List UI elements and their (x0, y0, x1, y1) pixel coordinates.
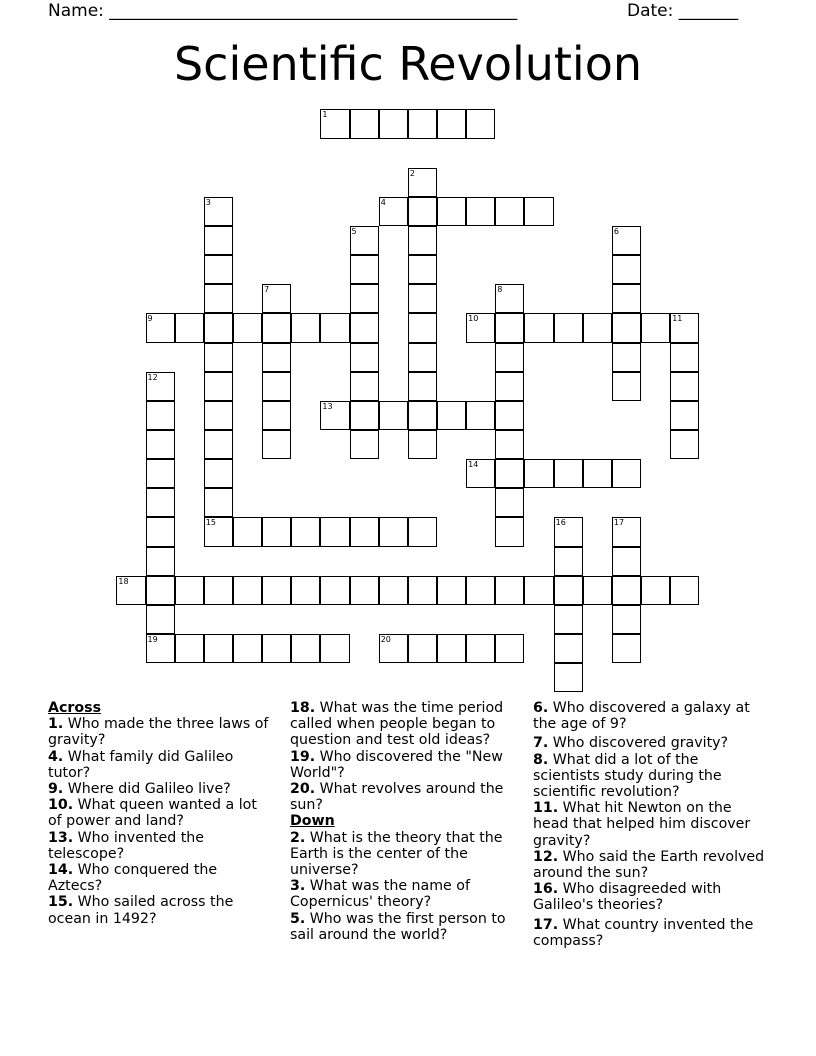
grid-cell[interactable] (583, 459, 612, 488)
grid-cell[interactable] (495, 430, 524, 459)
grid-cell[interactable] (495, 197, 524, 226)
grid-cell[interactable] (612, 343, 641, 372)
grid-cell[interactable] (350, 517, 379, 546)
grid-cell[interactable] (204, 313, 233, 342)
clue-number: 1 (322, 110, 328, 120)
grid-cell[interactable] (291, 576, 320, 605)
clue-across-20: 20. What revolves around the sun? (290, 781, 504, 814)
grid-cell[interactable] (495, 576, 524, 605)
grid-cell[interactable] (612, 255, 641, 284)
grid-cell[interactable] (408, 197, 437, 226)
grid-cell[interactable] (612, 284, 641, 313)
grid-cell[interactable] (437, 197, 466, 226)
grid-cell[interactable] (146, 605, 175, 634)
grid-cell[interactable] (379, 401, 408, 430)
grid-cell[interactable] (612, 605, 641, 634)
grid-cell[interactable] (262, 343, 291, 372)
clue-number: 6 (613, 226, 619, 236)
grid-cell[interactable] (583, 313, 612, 342)
page-title: Scientific Revolution (173, 37, 643, 91)
grid-cell[interactable] (350, 109, 379, 138)
clue-down-7: 7. Who discovered gravity? (533, 735, 729, 752)
grid-cell[interactable] (320, 401, 349, 430)
grid-cell[interactable] (116, 576, 145, 605)
grid-cell[interactable] (350, 226, 379, 255)
grid-cell[interactable] (204, 343, 233, 372)
grid-cell[interactable] (262, 284, 291, 313)
grid-cell[interactable] (291, 517, 320, 546)
grid-cell[interactable] (437, 634, 466, 663)
grid-cell[interactable] (204, 488, 233, 517)
grid-cell[interactable] (670, 343, 699, 372)
grid-cell[interactable] (146, 517, 175, 546)
clue-number: 19 (147, 635, 158, 645)
grid-cell[interactable] (670, 401, 699, 430)
grid-cell[interactable] (524, 197, 553, 226)
grid-cell[interactable] (554, 663, 583, 692)
grid-cell[interactable] (408, 313, 437, 342)
grid-cell[interactable] (204, 255, 233, 284)
date-field-label: Date: _______ (627, 1, 739, 21)
grid-cell[interactable] (320, 517, 349, 546)
clues-column-3 (533, 700, 768, 949)
clue-across-15: 15. Who sailed across the ocean in 1492? (48, 894, 234, 927)
clue-number: 2 (409, 168, 415, 178)
grid-cell[interactable] (524, 313, 553, 342)
clue-across-14: 14. Who conquered the Aztecs? (48, 862, 218, 895)
clue-across-13: 13. Who invented the telescope? (48, 829, 205, 862)
grid-cell[interactable] (379, 109, 408, 138)
grid-cell[interactable] (408, 576, 437, 605)
grid-cell[interactable] (204, 372, 233, 401)
clue-number: 18 (118, 576, 129, 586)
clue-number: 4 (380, 197, 386, 207)
grid-cell[interactable] (408, 517, 437, 546)
clue-number: 20 (380, 635, 391, 645)
grid-cell[interactable] (612, 517, 641, 546)
grid-cell[interactable] (466, 634, 495, 663)
clue-across-9: 9. Where did Galileo live? (48, 781, 231, 798)
clue-across-4: 4. What family did Galileo tutor? (48, 748, 234, 781)
grid-cell[interactable] (554, 547, 583, 576)
grid-cell[interactable] (495, 401, 524, 430)
grid-cell[interactable] (466, 313, 495, 342)
grid-cell[interactable] (320, 109, 349, 138)
grid-cell[interactable] (466, 576, 495, 605)
clue-down-6: 6. Who discovered a galaxy at the age of 9? (533, 700, 750, 733)
grid-cell[interactable] (262, 576, 291, 605)
grid-cell[interactable] (437, 401, 466, 430)
grid-cell[interactable] (204, 634, 233, 663)
name-field-label: Name: ________________________________________________ (48, 1, 518, 21)
clue-number: 9 (147, 314, 153, 324)
clue-number: 7 (264, 285, 270, 295)
grid-cell[interactable] (350, 401, 379, 430)
grid-cell[interactable] (408, 226, 437, 255)
clue-down-5: 5. Who was the first person to sail around the world? (290, 910, 506, 943)
grid-cell[interactable] (350, 313, 379, 342)
grid-cell[interactable] (262, 372, 291, 401)
grid-cell[interactable] (466, 401, 495, 430)
grid-cell[interactable] (379, 517, 408, 546)
clue-number: 12 (147, 372, 158, 382)
grid-cell[interactable] (612, 459, 641, 488)
grid-cell[interactable] (495, 313, 524, 342)
grid-cell[interactable] (204, 430, 233, 459)
grid-cell[interactable] (524, 576, 553, 605)
grid-cell[interactable] (524, 459, 553, 488)
grid-cell[interactable] (262, 430, 291, 459)
clue-down-11: 11. What hit Newton on the head that helped him discover gravity? (533, 800, 751, 849)
clue-number: 14 (468, 460, 479, 470)
grid-cell[interactable] (612, 576, 641, 605)
grid-cell[interactable] (495, 488, 524, 517)
grid-cell[interactable] (466, 459, 495, 488)
grid-cell[interactable] (554, 605, 583, 634)
grid-cell[interactable] (204, 576, 233, 605)
clue-number: 17 (613, 518, 625, 528)
clue-down-3: 3. What was the name of Copernicus' theory? (290, 878, 470, 911)
grid-cell[interactable] (583, 576, 612, 605)
grid-cell[interactable] (320, 634, 349, 663)
grid-cell[interactable] (554, 634, 583, 663)
across-heading: Across (48, 700, 102, 716)
grid-cell[interactable] (262, 401, 291, 430)
clue-down-8: 8. What did a lot of the scientists study during the scientific revolution? (533, 751, 722, 801)
grid-cell[interactable] (554, 576, 583, 605)
grid-cell[interactable] (320, 313, 349, 342)
clue-down-16: 16. Who disagreeded with Galileo's theories? (533, 881, 722, 914)
grid-cell[interactable] (495, 634, 524, 663)
grid-cell[interactable] (175, 634, 204, 663)
grid-cell[interactable] (437, 109, 466, 138)
grid-cell[interactable] (612, 313, 641, 342)
grid-cell[interactable] (146, 634, 175, 663)
grid-cell[interactable] (350, 343, 379, 372)
grid-cell[interactable] (379, 197, 408, 226)
grid-cell[interactable] (408, 109, 437, 138)
grid-cell[interactable] (350, 576, 379, 605)
grid-cell[interactable] (233, 576, 262, 605)
grid-cell[interactable] (554, 517, 583, 546)
grid-cell[interactable] (612, 634, 641, 663)
grid-cell[interactable] (146, 372, 175, 401)
grid-cell[interactable] (146, 488, 175, 517)
grid-cell[interactable] (670, 372, 699, 401)
grid-cell[interactable] (554, 313, 583, 342)
grid-cell[interactable] (554, 459, 583, 488)
clue-down-17: 17. What country invented the compass? (533, 916, 754, 949)
grid-cell[interactable] (233, 313, 262, 342)
grid-cell[interactable] (146, 313, 175, 342)
grid-cell[interactable] (233, 634, 262, 663)
clue-number: 16 (555, 518, 566, 528)
clue-number: 13 (322, 401, 333, 411)
grid-cell[interactable] (146, 430, 175, 459)
grid-cell[interactable] (641, 313, 670, 342)
down-heading: Down (290, 813, 335, 830)
grid-cell[interactable] (495, 459, 524, 488)
grid-cell[interactable] (495, 517, 524, 546)
grid-cell[interactable] (670, 313, 699, 342)
grid-cell[interactable] (146, 576, 175, 605)
clue-across-1: 1. Who made the three laws of gravity? (48, 716, 269, 749)
grid-cell[interactable] (204, 459, 233, 488)
grid-cell[interactable] (408, 372, 437, 401)
grid-cell[interactable] (408, 255, 437, 284)
grid-cell[interactable] (408, 430, 437, 459)
grid-cell[interactable] (320, 576, 349, 605)
grid-cell[interactable] (437, 576, 466, 605)
grid-cell[interactable] (379, 634, 408, 663)
grid-cell[interactable] (495, 372, 524, 401)
clue-across-19: 19. Who discovered the "New World"? (290, 748, 503, 781)
grid-cell[interactable] (670, 430, 699, 459)
grid-cell[interactable] (408, 168, 437, 197)
grid-cell[interactable] (670, 576, 699, 605)
grid-cell[interactable] (612, 372, 641, 401)
clue-down-12: 12. Who said the Earth revolved around the sun? (533, 848, 765, 882)
grid-cell[interactable] (146, 459, 175, 488)
grid-cell[interactable] (466, 197, 495, 226)
grid-cell[interactable] (408, 343, 437, 372)
clues-column-2 (290, 700, 515, 943)
grid-cell[interactable] (612, 226, 641, 255)
grid-cell[interactable] (204, 197, 233, 226)
grid-cell[interactable] (262, 313, 291, 342)
grid-cell[interactable] (233, 517, 262, 546)
grid-cell[interactable] (262, 517, 291, 546)
grid-cell[interactable] (175, 313, 204, 342)
grid-cell[interactable] (291, 634, 320, 663)
grid-cell[interactable] (408, 401, 437, 430)
grid-cell[interactable] (146, 401, 175, 430)
clue-number: 8 (497, 285, 503, 295)
clue-number: 3 (205, 197, 211, 207)
clue-number: 10 (468, 314, 479, 324)
grid-cell[interactable] (262, 634, 291, 663)
grid-cell[interactable] (379, 576, 408, 605)
grid-cell[interactable] (408, 634, 437, 663)
grid-cell[interactable] (495, 284, 524, 313)
grid-cell[interactable] (204, 226, 233, 255)
grid-cell[interactable] (350, 255, 379, 284)
grid-cell[interactable] (495, 343, 524, 372)
grid-cell[interactable] (466, 109, 495, 138)
grid-cell[interactable] (204, 401, 233, 430)
clue-number: 11 (672, 314, 683, 324)
grid-cell[interactable] (350, 284, 379, 313)
grid-cell[interactable] (175, 576, 204, 605)
grid-cell[interactable] (291, 313, 320, 342)
clue-across-10: 10. What queen wanted a lot of power and land? (48, 797, 257, 830)
grid-cell[interactable] (408, 284, 437, 313)
grid-cell[interactable] (146, 547, 175, 576)
grid-cell[interactable] (350, 430, 379, 459)
grid-cell[interactable] (204, 284, 233, 313)
clue-number: 5 (351, 226, 357, 236)
grid-cell[interactable] (350, 372, 379, 401)
grid-cell[interactable] (204, 517, 233, 546)
clue-down-2: 2. What is the theory that the Earth is the center of the universe? (290, 829, 503, 879)
clue-across-18: 18. What was the time period called when people began to question and test old ideas? (290, 700, 504, 749)
grid-cell[interactable] (612, 547, 641, 576)
grid-cell[interactable] (641, 576, 670, 605)
clue-number: 15 (205, 518, 216, 528)
clues-column-1 (48, 700, 273, 927)
